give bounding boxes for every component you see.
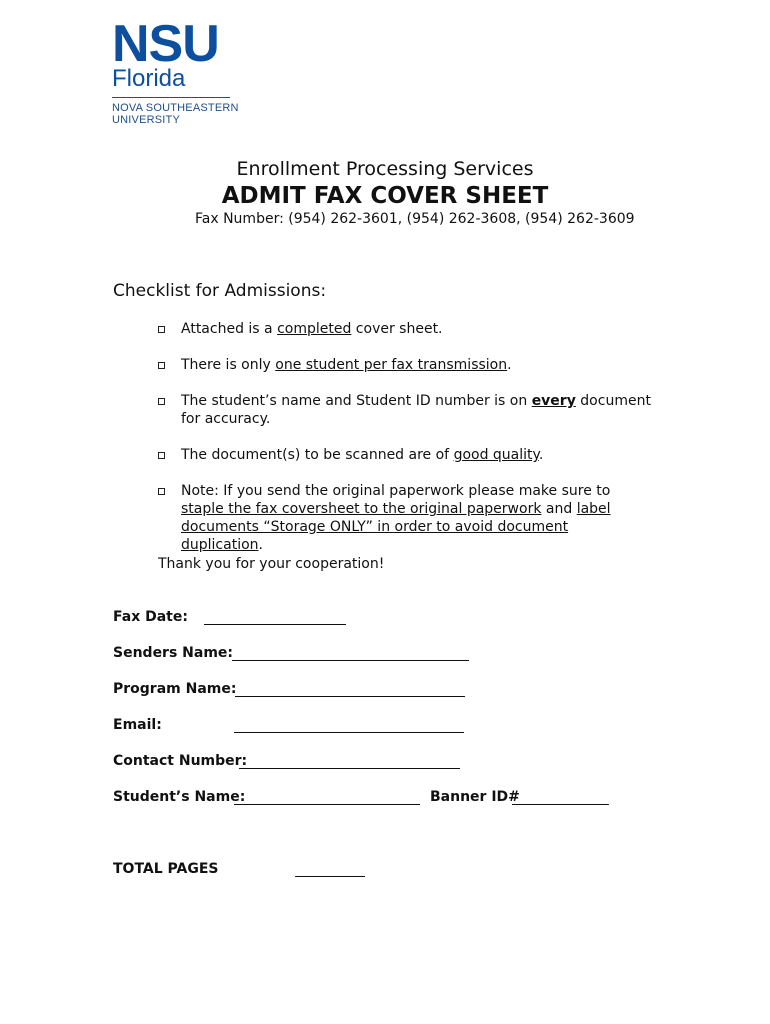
checklist-title: Checklist for Admissions:	[113, 281, 327, 301]
students-name-line[interactable]	[234, 804, 420, 805]
checklist-item: The student’s name and Student ID number is on every document for accuracy.	[158, 392, 663, 428]
fax-date-line[interactable]	[204, 624, 346, 625]
total-pages-label: TOTAL PAGES	[113, 861, 219, 877]
logo-nsu-text: NSU	[112, 15, 219, 73]
students-name-label: Student’s Name:	[113, 789, 246, 805]
fax-numbers: Fax Number: (954) 262-3601, (954) 262-3608, (954) 262-3609	[195, 211, 635, 227]
checklist-item: Note: If you send the original paperwork please make sure to staple the fax coversheet to the original paperwork and label documents “Storage ONLY” in order to avoid document duplication.	[158, 482, 653, 554]
contact-number-line[interactable]	[239, 768, 460, 769]
program-name-line[interactable]	[235, 696, 465, 697]
contact-number-label: Contact Number:	[113, 753, 248, 769]
checkbox-icon[interactable]	[158, 452, 165, 459]
logo-florida-text: Florida	[112, 65, 186, 92]
total-pages-line[interactable]	[295, 876, 365, 877]
logo-divider	[112, 97, 230, 98]
logo-university-line2: UNIVERSITY	[112, 114, 181, 126]
checklist-item: Attached is a completed cover sheet.	[158, 320, 663, 338]
senders-name-line[interactable]	[232, 660, 469, 661]
nsu-logo	[112, 15, 252, 126]
banner-id-line[interactable]	[512, 804, 609, 805]
checkbox-icon[interactable]	[158, 362, 165, 369]
checklist-item: There is only one student per fax transmission.	[158, 356, 663, 374]
department-heading: Enrollment Processing Services	[236, 158, 534, 180]
banner-id-label: Banner ID#	[430, 789, 520, 805]
checkbox-icon[interactable]	[158, 326, 165, 333]
email-label: Email:	[113, 717, 162, 733]
program-name-label: Program Name:	[113, 681, 237, 697]
checkbox-icon[interactable]	[158, 398, 165, 405]
thank-you-note: Thank you for your cooperation!	[158, 556, 385, 572]
senders-name-label: Senders Name:	[113, 645, 234, 661]
checkbox-icon[interactable]	[158, 488, 165, 495]
page-title: ADMIT FAX COVER SHEET	[221, 183, 549, 209]
logo-university-line1: NOVA SOUTHEASTERN	[112, 102, 239, 114]
checklist-item: The document(s) to be scanned are of good quality.	[158, 446, 663, 464]
fax-date-label: Fax Date:	[113, 609, 188, 625]
email-line[interactable]	[234, 732, 464, 733]
